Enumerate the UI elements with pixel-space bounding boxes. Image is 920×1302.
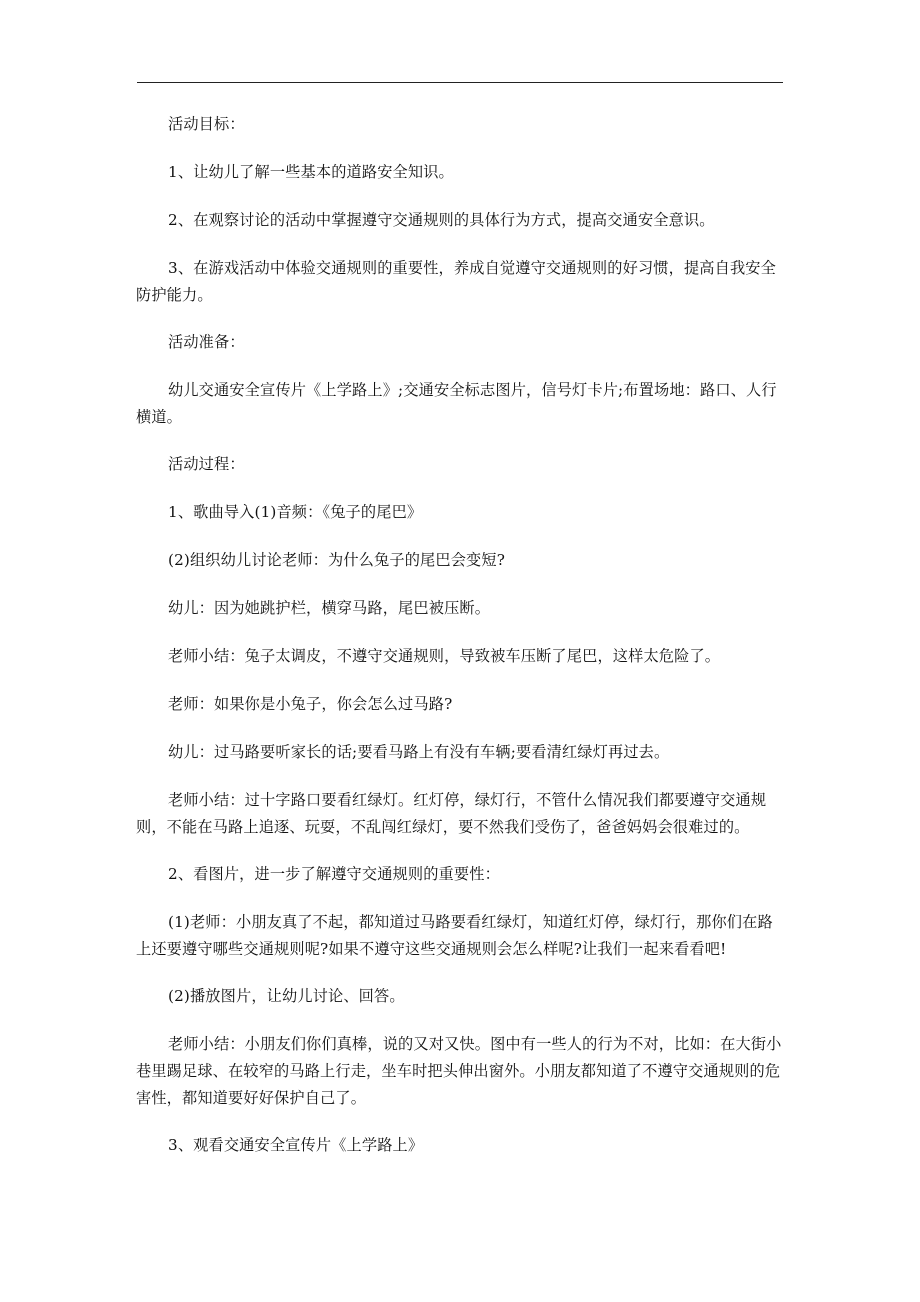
paragraph: 幼儿交通安全宣传片《上学路上》;交通安全标志图片，信号灯卡片;布置场地：路口、人行横道。 xyxy=(136,381,777,426)
paragraph: 3、在游戏活动中体验交通规则的重要性，养成自觉遵守交通规则的好习惯，提高自我安全防护能力。 xyxy=(136,259,776,304)
paragraph: 1、歌曲导入(1)音频：《兔子的尾巴》 xyxy=(168,503,423,521)
paragraph: (2)组织幼儿讨论老师：为什么兔子的尾巴会变短? xyxy=(168,551,506,569)
paragraph: 老师小结：兔子太调皮，不遵守交通规则，导致被车压断了尾巴，这样太危险了。 xyxy=(168,647,721,665)
paragraph: 2、在观察讨论的活动中掌握遵守交通规则的具体行为方式，提高交通安全意识。 xyxy=(168,211,715,229)
paragraph: 老师小结：小朋友们你们真棒，说的又对又快。图中有一些人的行为不对，比如：在大街小巷里踢足球、在较窄的马路上行走，坐车时把头伸出窗外。小朋友都知道了不遵守交通规则的危害性，都知道要好好保护自己了。 xyxy=(136,1035,782,1107)
paragraph: 老师小结：过十字路口要看红绿灯。红灯停，绿灯行，不管什么情况我们都要遵守交通规则，不能在马路上追逐、玩耍，不乱闯红绿灯，要不然我们受伤了，爸爸妈妈会很难过的。 xyxy=(136,791,767,836)
paragraph: (1)老师：小朋友真了不起，都知道过马路要看红绿灯，知道红灯停，绿灯行，那你们在路上还要遵守哪些交通规则呢?如果不遵守这些交通规则会怎么样呢?让我们一起来看看吧! xyxy=(136,913,773,958)
document-body xyxy=(136,111,786,1180)
paragraph: 1、让幼儿了解一些基本的道路安全知识。 xyxy=(168,163,454,181)
paragraph: 幼儿：因为她跳护栏，横穿马路，尾巴被压断。 xyxy=(168,599,491,617)
paragraph: 老师：如果你是小兔子，你会怎么过马路? xyxy=(168,695,453,713)
section-heading-process: 活动过程： xyxy=(168,455,245,473)
paragraph: 幼儿：过马路要听家长的话;要看马路上有没有车辆;要看清红绿灯再过去。 xyxy=(168,743,670,761)
paragraph: 3、观看交通安全宣传片《上学路上》 xyxy=(168,1136,424,1154)
section-heading-preparation: 活动准备： xyxy=(168,333,245,351)
section-heading-goals: 活动目标： xyxy=(168,115,245,133)
paragraph: (2)播放图片，让幼儿讨论、回答。 xyxy=(168,987,405,1005)
header-rule xyxy=(137,82,783,83)
paragraph: 2、看图片，进一步了解遵守交通规则的重要性： xyxy=(168,865,500,883)
